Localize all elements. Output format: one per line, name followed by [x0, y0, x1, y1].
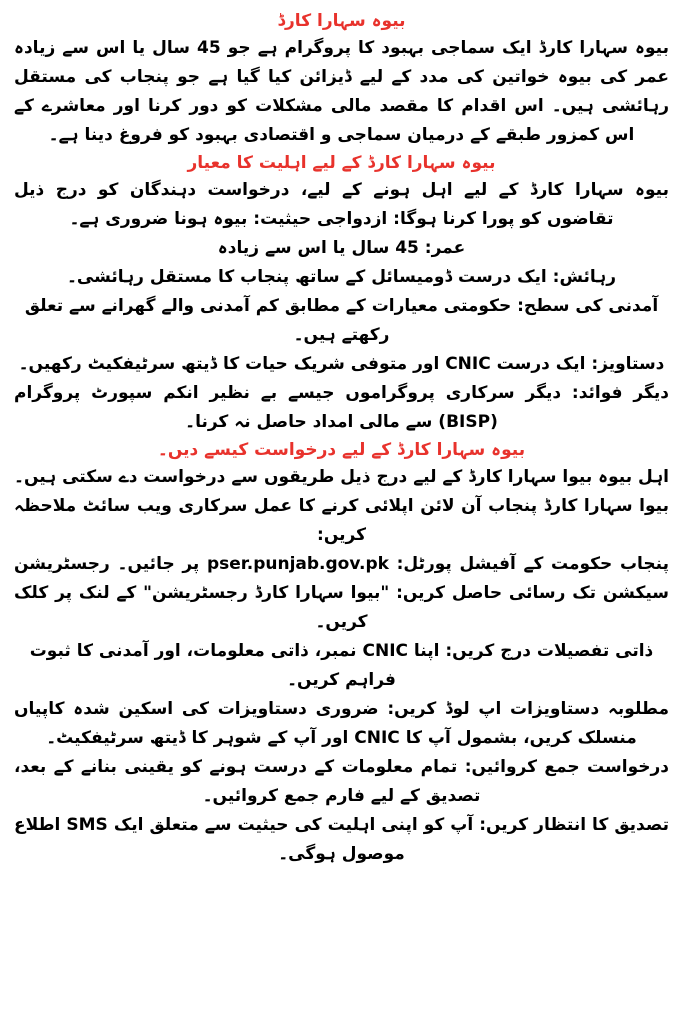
section-title-bewa-sahara-card: بیوہ سہارا کارڈ [277, 11, 406, 31]
apply-intro: اہل بیوہ بیوا سہارا کارڈ کے لیے درج ذیل طریقوں سے درخواست دے سکتی ہیں۔ بیوا سہارا کارڈ پنجاب آن لائن اپلائی کرنے کا عمل سرکاری ویب سائٹ ملاحظہ کریں: [14, 467, 669, 545]
apply-step-portal: پنجاب حکومت کے آفیشل پورٹل: pser.punjab.gov.pk پر جائیں۔ رجسٹریشن سیکشن تک رسائی حاصل کریں: "بیوا سہارا کارڈ رجسٹریشن" کے لنک پر کلک کریں۔ [14, 554, 669, 632]
eligibility-age: عمر: 45 سال یا اس سے زیادہ [217, 238, 466, 258]
eligibility-documents: دستاویز: ایک درست CNIC اور متوفی شریک حیات کا ڈیتھ سرٹیفکیٹ رکھیں۔ [18, 354, 665, 374]
apply-step-verification: تصدیق کا انتظار کریں: آپ کو اپنی اہلیت کی حیثیت سے متعلق ایک SMS اطلاع موصول ہوگی۔ [14, 815, 670, 864]
eligibility-residence: رہائش: ایک درست ڈومیسائل کے ساتھ پنجاب کا مستقل رہائشی۔ [66, 267, 617, 287]
eligibility-other-benefits: دیگر فوائد: دیگر سرکاری پروگراموں جیسے بے نظیر انکم سپورٹ پروگرام (BISP) سے مالی امداد حاصل نہ کرنا۔ [14, 383, 669, 432]
intro-paragraph: بیوہ سہارا کارڈ ایک سماجی بہبود کا پروگرام ہے جو 45 سال یا اس سے زیادہ عمر کی بیوہ خواتین کی مدد کے لیے ڈیزائن کیا گیا ہے جو پنجاب کی مستقل رہائشی ہیں۔ اس اقدام کا مقصد مالی مشکلات کو دور کرنا اور معاشرے کے اس کمزور طبقے کے درمیان سماجی و اقتصادی بہبود کو فروغ دینا ہے۔ [14, 38, 669, 145]
apply-step-upload: مطلوبہ دستاویزات اپ لوڈ کریں: ضروری دستاویزات کی اسکین شدہ کاپیاں منسلک کریں، بشمول آپ کا CNIC اور آپ کے شوہر کا ڈیتھ سرٹیفکیٹ۔ [14, 699, 669, 748]
apply-step-details: ذاتی تفصیلات درج کریں: اپنا CNIC نمبر، ذاتی معلومات، اور آمدنی کا ثبوت فراہم کریں۔ [29, 641, 654, 690]
section-title-eligibility: بیوہ سہارا کارڈ کے لیے اہلیت کا معیار [187, 153, 496, 173]
eligibility-intro: بیوہ سہارا کارڈ کے لیے اہل ہونے کے لیے، درخواست دہندگان کو درج ذیل تقاضوں کو پورا کرنا ہوگا: ازدواجی حیثیت: بیوہ ہونا ضروری ہے۔ [14, 180, 669, 229]
apply-step-submit: درخواست جمع کروائیں: تمام معلومات کے درست ہونے کو یقینی بنانے کے بعد، تصدیق کے لیے فارم جمع کروائیں۔ [14, 757, 669, 806]
eligibility-income: آمدنی کی سطح: حکومتی معیارات کے مطابق کم آمدنی والے گھرانے سے تعلق رکھتے ہیں۔ [24, 296, 659, 345]
section-title-how-to-apply: بیوہ سہارا کارڈ کے لیے درخواست کیسے دیں۔ [157, 440, 526, 460]
